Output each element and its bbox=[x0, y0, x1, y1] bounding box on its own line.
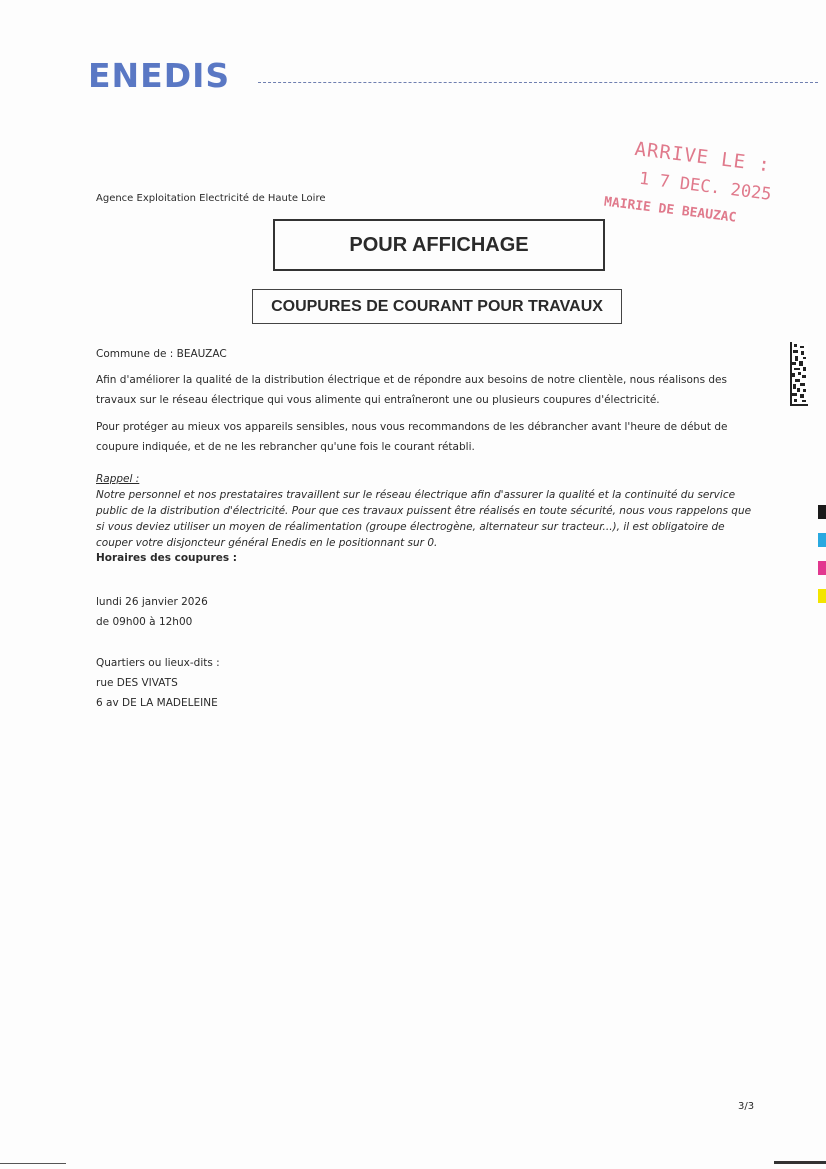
commune-line: Commune de : BEAUZAC bbox=[96, 348, 227, 360]
enedis-logo: ENEDIS bbox=[88, 56, 231, 95]
print-mark-yellow bbox=[818, 589, 826, 603]
rappel-block bbox=[96, 471, 756, 551]
scan-edge-line bbox=[0, 1163, 66, 1164]
schedule-hours: de 09h00 à 12h00 bbox=[96, 616, 193, 628]
subtitle-box bbox=[252, 289, 622, 324]
stamp-line-date: 1 7 DEC. 2025 bbox=[638, 168, 773, 205]
locations-title: Quartiers ou lieux-dits : bbox=[96, 657, 220, 669]
schedule-date: lundi 26 janvier 2026 bbox=[96, 596, 208, 608]
datamatrix-code-icon bbox=[790, 342, 808, 406]
page-number: 3/3 bbox=[738, 1101, 755, 1112]
location-item: rue DES VIVATS bbox=[96, 677, 178, 689]
paragraph-intro: Afin d'améliorer la qualité de la distribution électrique et de répondre aux besoins de notre clientèle, nous réalisons des travaux sur le réseau électrique qui vous alimente qui entraîneront une ou plusieurs coupures d'électricité. bbox=[96, 374, 727, 406]
subtitle: COUPURES DE COURANT POUR TRAVAUX bbox=[271, 297, 603, 315]
reception-stamp bbox=[599, 135, 781, 265]
stamp-line-arrive: ARRIVE LE : bbox=[633, 137, 772, 177]
agency-name: Agence Exploitation Electricité de Haute Loire bbox=[96, 193, 326, 204]
stamp-line-mairie: MAIRIE DE BEAUZAC bbox=[603, 194, 738, 226]
print-mark-cyan bbox=[818, 533, 826, 547]
location-item: 6 av DE LA MADELEINE bbox=[96, 697, 218, 709]
rappel-title: Rappel : bbox=[96, 473, 140, 485]
header-divider bbox=[258, 82, 818, 83]
paragraph-advice: Pour protéger au mieux vos appareils sensibles, nous vous recommandons de les débrancher avant l'heure de début de coupure indiquée, et de ne les rebrancher qu'une fois le courant rétabli. bbox=[96, 421, 728, 453]
main-title: POUR AFFICHAGE bbox=[349, 233, 529, 256]
schedule-title: Horaires des coupures : bbox=[96, 552, 237, 564]
print-mark-black bbox=[818, 505, 826, 519]
print-mark-magenta bbox=[818, 561, 826, 575]
rappel-text: Notre personnel et nos prestataires travaillent sur le réseau électrique afin d'assurer la qualité et la continuité du service public de la distribution d'électricité. Pour que ces travaux puissent être réalisés en toute sécurité, nous vous rappelons que si vous deviez utiliser un moyen de réalimentation (groupe électrogène, alternateur sur tracteur...), il est obligatoire de couper votre disjoncteur général Enedis en le positionnant sur 0. bbox=[96, 489, 752, 549]
main-title-box bbox=[273, 219, 605, 271]
scan-edge-line bbox=[774, 1161, 826, 1164]
